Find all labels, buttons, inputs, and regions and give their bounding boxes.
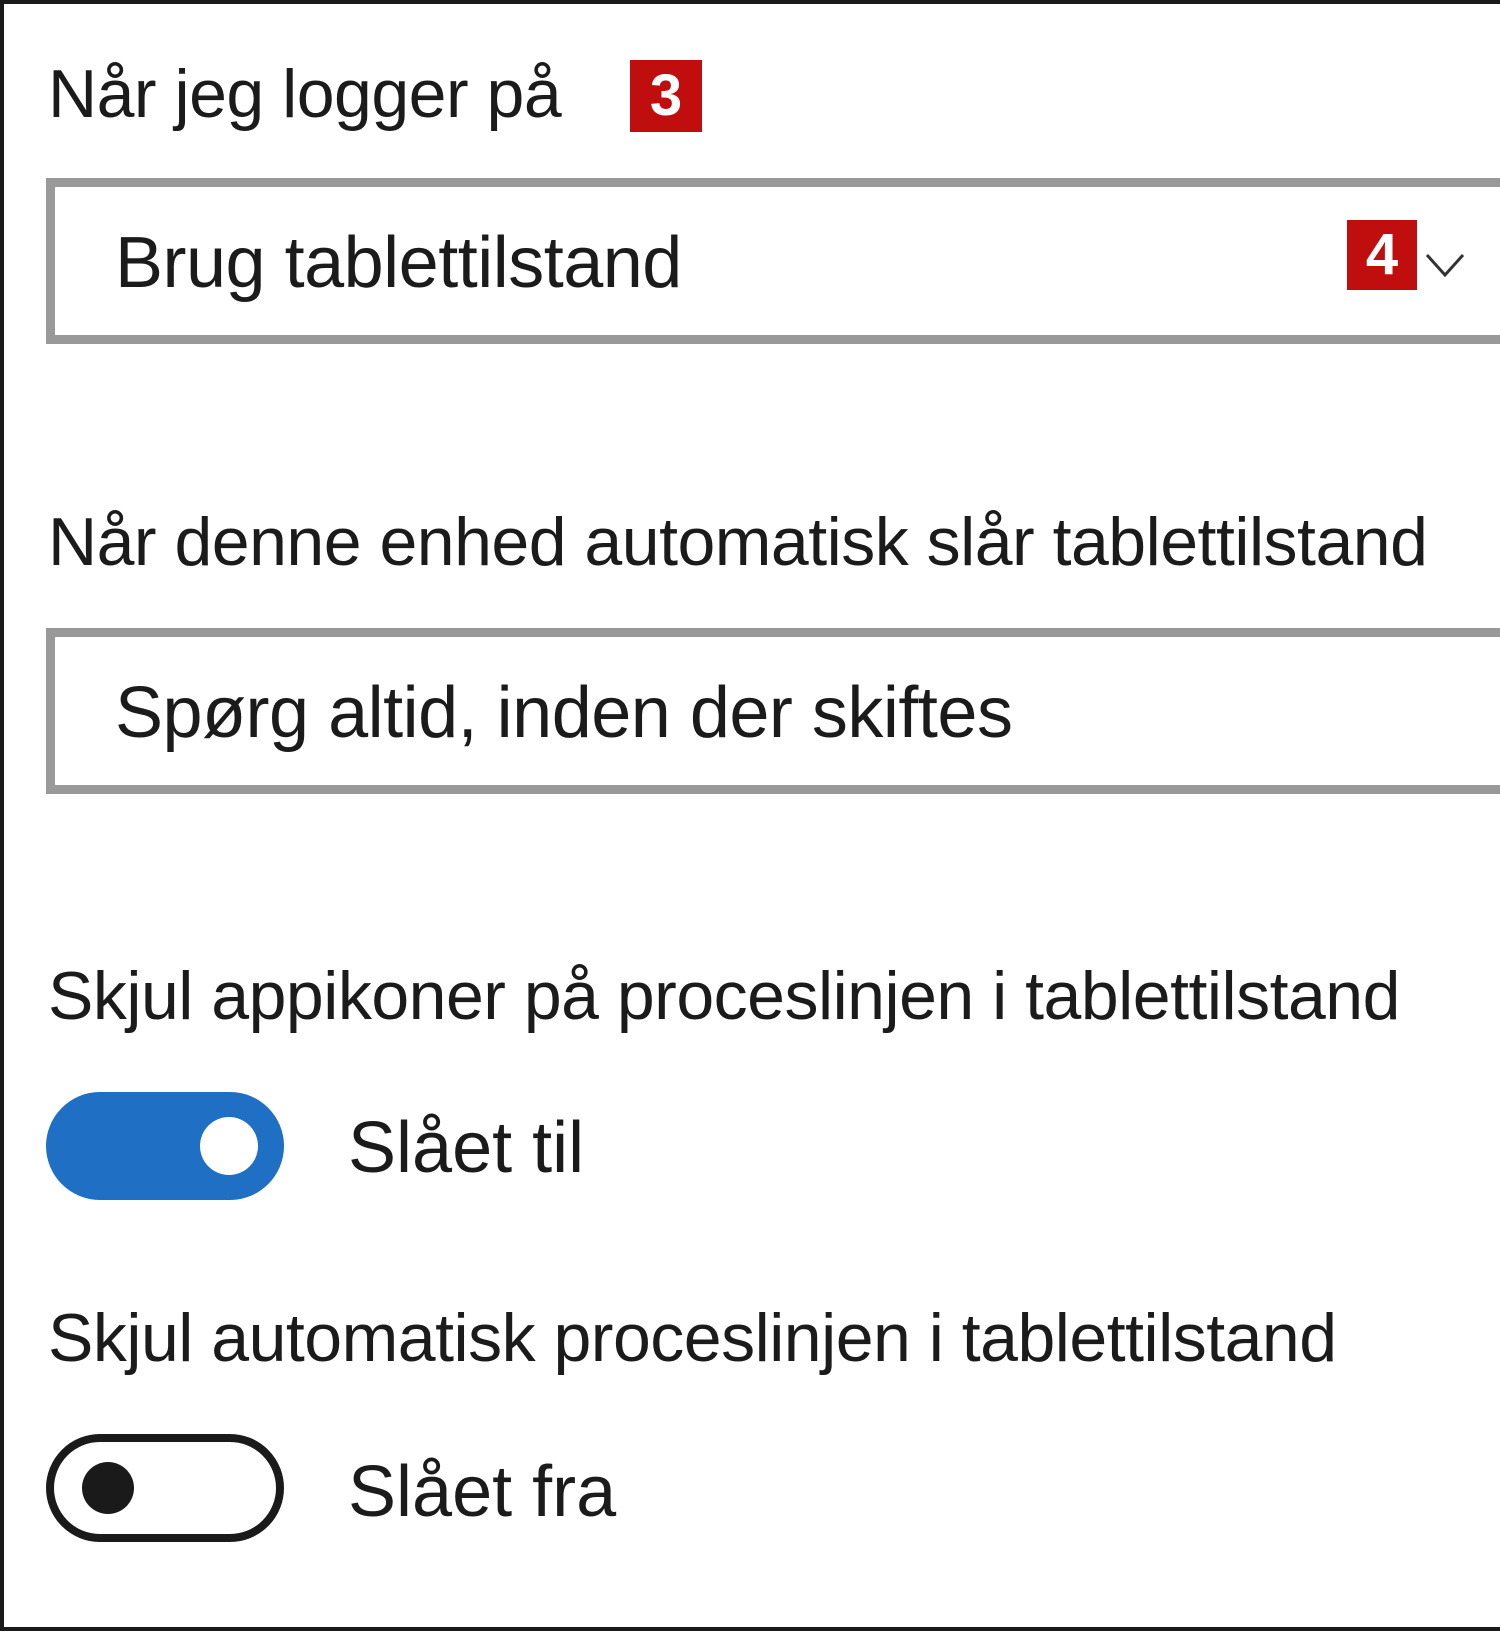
toggle-knob (82, 1462, 134, 1514)
login-mode-dropdown[interactable] (46, 178, 1500, 344)
hide-app-icons-label (48, 958, 1400, 1034)
chevron-down-icon[interactable] (1425, 245, 1465, 285)
auto-switch-setting-text: Når denne enhed automatisk slår tablettilstand (48, 504, 1428, 580)
toggle-knob (200, 1117, 258, 1175)
auto-hide-taskbar-state: Slået fra (348, 1452, 617, 1532)
step-badge-3: 3 (630, 60, 702, 132)
hide-app-icons-state: Slået til (348, 1108, 585, 1188)
login-setting-text: Når jeg logger på (48, 56, 562, 132)
auto-switch-dropdown-value: Spørg altid, inden der skiftes (115, 673, 1013, 753)
login-setting-label (48, 56, 562, 132)
hide-app-icons-text: Skjul appikoner på proceslinjen i tablettilstand (48, 958, 1400, 1034)
auto-switch-setting-label (48, 504, 1428, 580)
auto-switch-dropdown[interactable] (46, 628, 1500, 794)
hide-app-icons-toggle[interactable] (46, 1092, 284, 1200)
login-mode-dropdown-value: Brug tablettilstand (115, 223, 682, 303)
step-badge-4: 4 (1347, 220, 1417, 290)
auto-hide-taskbar-text: Skjul automatisk proceslinjen i tablettilstand (48, 1300, 1337, 1376)
auto-hide-taskbar-label (48, 1300, 1337, 1376)
auto-hide-taskbar-toggle[interactable] (46, 1434, 284, 1542)
